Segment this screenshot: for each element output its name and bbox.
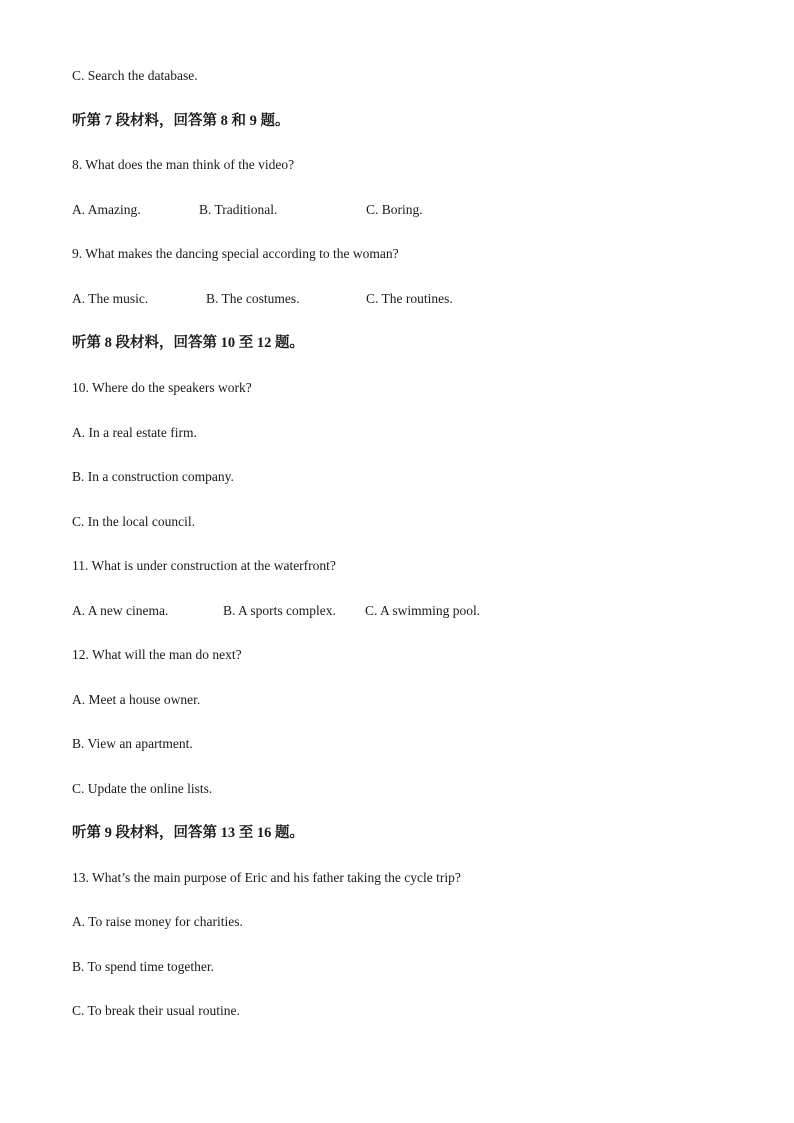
section-heading-9: 听第 9 段材料，回答第 13 至 16 题。: [72, 825, 304, 841]
q8-option-b: B. Traditional.: [199, 202, 278, 217]
q11-option-a: A. A new cinema.: [72, 603, 169, 618]
question-12: 12. What will the man do next?: [72, 647, 242, 662]
q13-option-c: C. To break their usual routine.: [72, 1003, 240, 1018]
q8-option-c: C. Boring.: [366, 202, 423, 217]
section-heading-7: 听第 7 段材料，回答第 8 和 9 题。: [72, 113, 290, 129]
question-10: 10. Where do the speakers work?: [72, 380, 252, 395]
q12-option-c: C. Update the online lists.: [72, 781, 213, 796]
question-13: 13. What’s the main purpose of Eric and his father taking the cycle trip?: [72, 870, 461, 885]
q12-option-b: B. View an apartment.: [72, 736, 193, 751]
q9-option-c: C. The routines.: [366, 291, 453, 306]
section-heading-8: 听第 8 段材料，回答第 10 至 12 题。: [72, 335, 304, 351]
q11-option-b: B. A sports complex.: [223, 603, 336, 618]
q8-option-a: A. Amazing.: [72, 202, 141, 217]
question-9: 9. What makes the dancing special according to the woman?: [72, 246, 399, 261]
q9-option-b: B. The costumes.: [206, 291, 300, 306]
q10-option-a: A. In a real estate firm.: [72, 425, 197, 440]
q10-option-b: B. In a construction company.: [72, 469, 234, 484]
q13-option-b: B. To spend time together.: [72, 959, 215, 974]
q9-option-a: A. The music.: [72, 291, 149, 306]
q12-option-a: A. Meet a house owner.: [72, 692, 201, 707]
question-11: 11. What is under construction at the waterfront?: [72, 558, 336, 573]
q11-option-c: C. A swimming pool.: [365, 603, 481, 618]
q10-option-c: C. In the local council.: [72, 514, 195, 529]
q7-option-c: C. Search the database.: [72, 68, 198, 83]
q13-option-a: A. To raise money for charities.: [72, 914, 243, 929]
question-8: 8. What does the man think of the video?: [72, 157, 295, 172]
